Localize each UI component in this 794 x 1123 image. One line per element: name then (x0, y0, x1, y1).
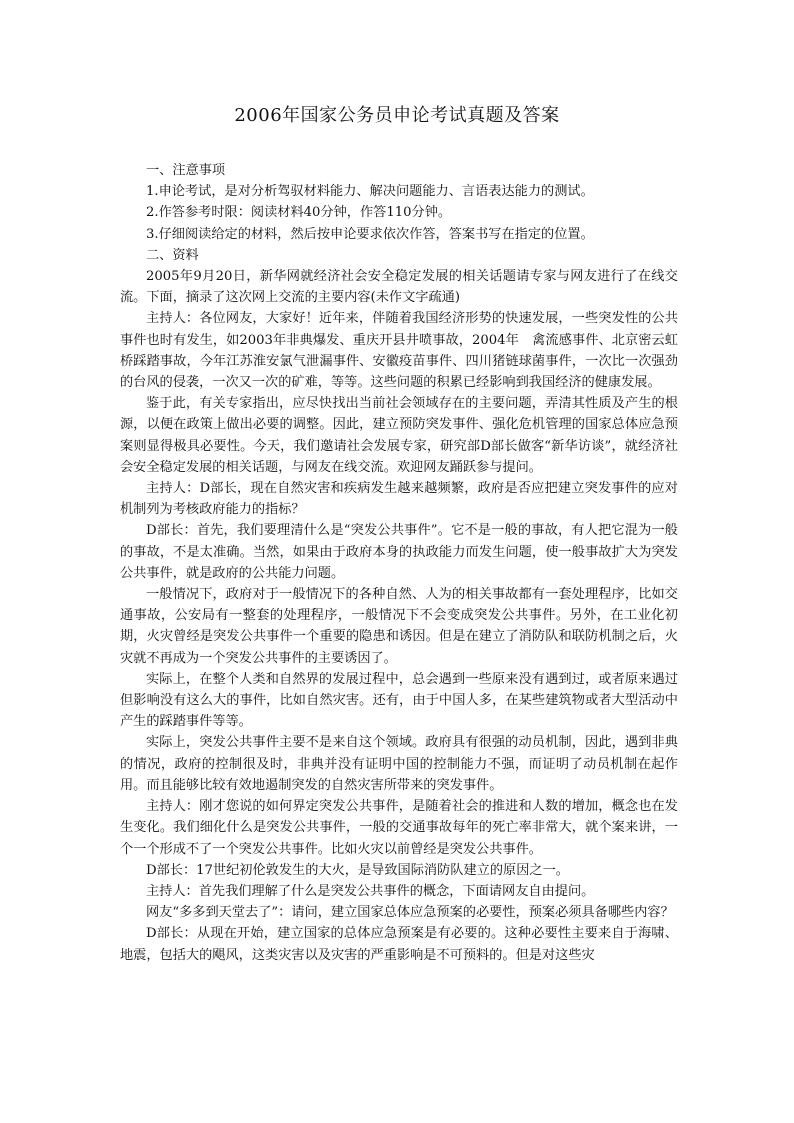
paragraph: 2005年9月20日，新华网就经济社会安全稳定发展的相关话题请专家与网友进行了在线交流。下面，摘录了这次网上交流的主要内容(未作文字疏通) (120, 269, 678, 306)
paragraph: 3.仔细阅读给定的材料，然后按申论要求依次作答，答案书写在指定的位置。 (146, 226, 594, 242)
paragraph: 实际上，突发公共事件主要不是来自这个领域。政府具有很强的动员机制，因此，遇到非典的情况，政府的控制很及时，非典并没有证明中国的控制能力不强，而证明了动员机制在起作用。而且能够比较有效地遏制突发的自然灾害所带来的突发事件。 (120, 735, 678, 793)
paragraph: 主持人：D部长，现在自然灾害和疾病发生越来越频繁，政府是否应把建立突发事件的应对机制列为考核政府能力的指标？ (120, 481, 678, 518)
paragraph: 主持人：刚才您说的如何界定突发公共事件，是随着社会的推进和人数的增加，概念也在发生变化。我们细化什么是突发公共事件，一般的交通事故每年的死亡率非常大，就个案来讲，一个一个形成不了一个突发公共事件。比如火灾以前曾经是突发公共事件。 (120, 799, 678, 857)
paragraph: D部长：17世纪初伦敦发生的大火，是导致国际消防队建立的原因之一。 (146, 862, 569, 878)
paragraph: 1.申论考试，是对分析驾驭材料能力、解决问题能力、言语表达能力的测试。 (146, 184, 594, 200)
paragraph: 网友“多多到天堂去了”：请问，建立国家总体应急预案的必要性，预案必须具备哪些内容？ (146, 905, 674, 921)
paragraph: 一般情况下，政府对于一般情况下的各种自然、人为的相关事故都有一套处理程序，比如交通事故，公安局有一整套的处理程序，一般情况下不会变成突发公共事件。另外，在工业化初期，火灾曾经是突发公共事件一个重要的隐患和诱因。但是在建立了消防队和联防机制之后，火灾就不再成为一个突发公共事件的主要诱因了。 (120, 587, 678, 666)
document-title: 2006年国家公务员申论考试真题及答案 (234, 105, 560, 126)
paragraph: 主持人：首先我们理解了什么是突发公共事件的概念，下面请网友自由提问。 (146, 883, 595, 899)
paragraph: D部长：从现在开始，建立国家的总体应急预案是有必要的。这种必要性主要来自于海啸、地震，包括大的飓风，这类灾害以及灾害的严重影响是不可预料的。但是对这些灾 (120, 926, 678, 963)
paragraph: D部长：首先，我们要理清什么是“突发公共事件”。它不是一般的事故，有人把它混为一般的事故，不是太准确。当然，如果由于政府本身的执政能力而发生问题，使一般事故扩大为突发公共事件，就是政府的公共能力问题。 (120, 523, 678, 581)
paragraph: 鉴于此，有关专家指出，应尽快找出当前社会领域存在的主要问题，弄清其性质及产生的根源，以便在政策上做出必要的调整。因此，建立预防突发事件、强化危机管理的国家总体应急预案则显得极具必要性。今天，我们邀请社会发展专家，研究部D部长做客“新华访谈”，就经济社会安全稳定发展的相关话题，与网友在线交流。欢迎网友踊跃参与提问。 (120, 396, 678, 475)
paragraph: 主持人：各位网友，大家好！近年来，伴随着我国经济形势的快速发展，一些突发性的公共事件也时有发生，如2003年非典爆发、重庆开县井喷事故，2004年 禽流感事件、北京密云虹桥踩踏事故，今年江苏淮安氯气泄漏事件、安徽疫苗事件、四川猪链球菌事件，一次比一次强劲的台风的侵袭，一次又一次的矿难，等等。这些问题的积累已经影响到我国经济的健康发展。 (120, 311, 678, 391)
section-heading: 二、资料 (146, 247, 199, 263)
section-heading: 一、注意事项 (146, 163, 226, 178)
document-body (120, 160, 678, 966)
paragraph: 2.作答参考时限：阅读材料40分钟，作答110分钟。 (146, 205, 452, 221)
paragraph: 实际上，在整个人类和自然界的发展过程中，总会遇到一些原来没有遇到过，或者原来遇过但影响没有这么大的事件，比如自然灾害。还有，由于中国人多，在某些建筑物或者大型活动中产生的踩踏事件等等。 (120, 671, 678, 730)
